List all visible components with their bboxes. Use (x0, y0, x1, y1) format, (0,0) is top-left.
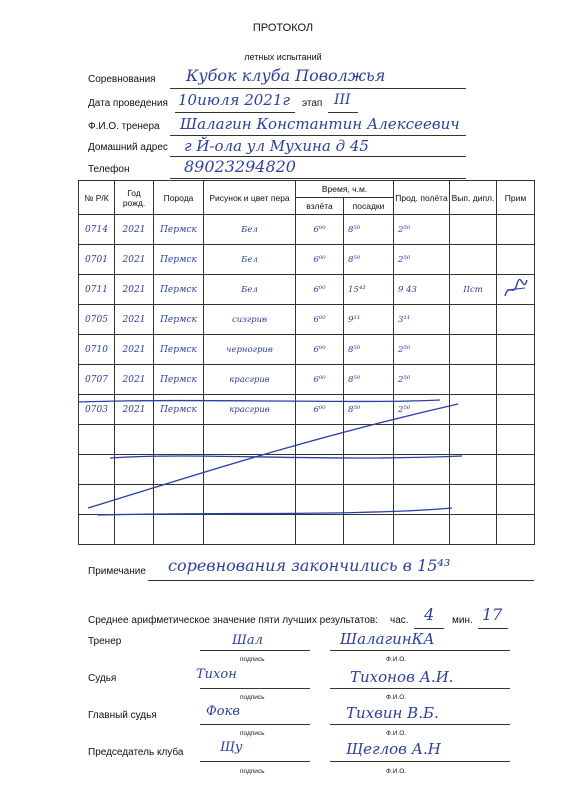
cell-year: 2021 (115, 215, 154, 245)
average-hours-value: 4 (424, 605, 435, 624)
cell-landing: 8⁵⁰ (344, 395, 394, 425)
cell-breed: Пермск (154, 395, 204, 425)
cell-num: 0714 (79, 215, 115, 245)
header-takeoff: взлёта (296, 198, 344, 215)
sig-role-chairman: Председатель клуба (88, 747, 184, 758)
sig-role-judge: Судья (88, 673, 117, 684)
cell-year: 2021 (115, 395, 154, 425)
header-breed: Порода (154, 181, 204, 215)
field-label-stage: этап (302, 98, 323, 109)
cell-landing: 8⁵⁰ (344, 335, 394, 365)
cell-takeoff: 6⁰⁰ (296, 395, 344, 425)
field-value-trainer: Шалагин Константин Алексеевич (180, 115, 460, 133)
cell-breed: Пермск (154, 245, 204, 275)
cell-duration: 3¹¹ (394, 305, 450, 335)
cell-breed: Пермск (154, 275, 204, 305)
field-label-competition: Соревнования (88, 74, 156, 85)
cell-pattern: черногрив (204, 335, 296, 365)
cell-num: 0710 (79, 335, 115, 365)
field-label-phone: Телефон (88, 164, 130, 175)
sig-caption-trainer: подпись (240, 656, 265, 663)
cell-num: 0701 (79, 245, 115, 275)
cell-landing: 8⁵⁰ (344, 215, 394, 245)
sig-caption-chairman: подпись (240, 768, 265, 775)
average-minutes-value: 17 (482, 605, 503, 624)
cell-year: 2021 (115, 245, 154, 275)
cell-pattern: Бел (204, 215, 296, 245)
header-num: № Р/К (79, 181, 115, 215)
sig-name-chairman: Щеглов А.Н (346, 740, 441, 758)
cell-num: 0711 (79, 275, 115, 305)
sig-caption-judge: подпись (240, 694, 265, 701)
cell-takeoff: 6⁰⁰ (296, 245, 344, 275)
field-value-competition: Кубок клуба Поволжья (186, 66, 386, 85)
sig-mark-chief-judge: Фокв (206, 704, 240, 719)
cell-year: 2021 (115, 275, 154, 305)
cell-duration: 2⁵⁰ (394, 395, 450, 425)
cell-landing: 8⁵⁰ (344, 365, 394, 395)
sig-role-trainer: Тренер (88, 636, 122, 647)
field-label-address: Домашний адрес (88, 142, 168, 153)
cell-num: 0705 (79, 305, 115, 335)
cell-takeoff: 6⁰⁰ (296, 365, 344, 395)
field-value-address: г Й-ола ул Мухина д 45 (184, 137, 369, 155)
header-time: Время, ч.м. (296, 181, 394, 198)
header-year: Год рожд. (115, 181, 154, 215)
cell-num: 0707 (79, 365, 115, 395)
note-value: соревнования закончились в 15⁴³ (168, 556, 451, 575)
cell-pattern: Бел (204, 245, 296, 275)
field-label-trainer: Ф.И.О. тренера (88, 121, 160, 132)
average-hours-label: час. (390, 615, 409, 626)
cell-takeoff: 6⁰⁰ (296, 335, 344, 365)
cell-duration: 2⁵⁰ (394, 365, 450, 395)
cell-landing: 15⁴³ (344, 275, 394, 305)
cell-year: 2021 (115, 365, 154, 395)
sig-role-chief-judge: Главный судья (88, 710, 157, 721)
sig-name-chief-judge: Тихвин В.Б. (346, 704, 439, 722)
document-subtitle: летных испытаний (244, 52, 322, 62)
fio-caption-judge: Ф.И.О. (386, 694, 407, 701)
fio-caption-trainer: Ф.И.О. (386, 656, 407, 663)
header-duration: Прод. полёта (394, 181, 450, 215)
average-label: Среднее арифметическое значение пяти лучших результатов: (88, 615, 378, 626)
sig-mark-trainer: Шал (232, 633, 263, 648)
cell-pattern: красгрив (204, 365, 296, 395)
cell-takeoff: 6⁰⁰ (296, 275, 344, 305)
document-title: ПРОТОКОЛ (252, 22, 314, 34)
cell-duration: 2⁵⁰ (394, 335, 450, 365)
sig-mark-chairman: Щу (220, 740, 243, 755)
cell-landing: 8⁵⁰ (344, 245, 394, 275)
cell-year: 2021 (115, 335, 154, 365)
cell-diploma: IIст (450, 275, 497, 305)
cell-pattern: красгрив (204, 395, 296, 425)
cell-duration: 2⁵⁰ (394, 215, 450, 245)
average-minutes-label: мин. (452, 615, 473, 626)
cell-takeoff: 6⁰⁰ (296, 215, 344, 245)
cell-pattern: сизгрив (204, 305, 296, 335)
header-pattern: Рисунок и цвет пера (204, 181, 296, 215)
header-diploma: Вып. дипл. (450, 181, 497, 215)
sig-name-trainer: ШалагинКА (340, 630, 435, 648)
field-value-stage: III (334, 92, 351, 108)
cell-duration: 9 43 (394, 275, 450, 305)
cell-year: 2021 (115, 305, 154, 335)
fio-caption-chief-judge: Ф.И.О. (386, 730, 407, 737)
sig-mark-judge: Тихон (196, 667, 237, 682)
cell-duration: 2⁵⁰ (394, 245, 450, 275)
cell-breed: Пермск (154, 335, 204, 365)
fio-caption-chairman: Ф.И.О. (386, 768, 407, 775)
header-note: Прим (497, 181, 535, 215)
cell-takeoff: 6⁰⁰ (296, 305, 344, 335)
cell-breed: Пермск (154, 305, 204, 335)
sig-name-judge: Тихонов А.И. (350, 668, 454, 686)
field-value-date: 10июля 2021г (178, 91, 290, 109)
cell-pattern: Бел (204, 275, 296, 305)
cell-landing: 9¹¹ (344, 305, 394, 335)
cell-num: 0703 (79, 395, 115, 425)
field-label-date: Дата проведения (88, 98, 168, 109)
note-label: Примечание (88, 566, 146, 577)
sig-caption-chief-judge: подпись (240, 730, 265, 737)
cell-breed: Пермск (154, 215, 204, 245)
field-value-phone: 89023294820 (184, 157, 296, 176)
cell-breed: Пермск (154, 365, 204, 395)
header-landing: посадки (344, 198, 394, 215)
